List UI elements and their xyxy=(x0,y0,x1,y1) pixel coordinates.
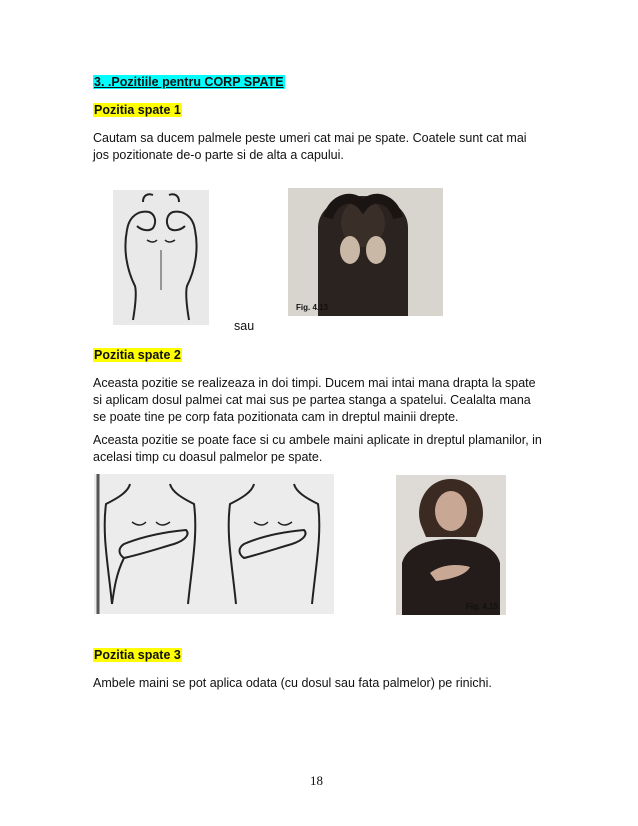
heading-pozitia-spate-2: Pozitia spate 2 xyxy=(94,348,181,362)
heading-pozitia-spate-1: Pozitia spate 1 xyxy=(94,103,181,117)
person-arms-behind-head-image xyxy=(288,188,443,316)
fig-caption-4-15: Fig. 4.15 xyxy=(465,602,498,611)
sau-label: sau xyxy=(234,319,255,333)
woman-hand-on-chest-image xyxy=(396,475,506,615)
chest-sketch-figure-2 xyxy=(94,474,334,614)
pos2-paragraph-1: Aceasta pozitie se realizeaza in doi timpi. Ducem mai intai mana drapta la spate si aplicam dosul palmei cat mai sus pe partea stanga a spatelui. Cealalta mana se poate tine pe corp fata pozitionata cam in dreptul mainii drepte. xyxy=(93,376,536,424)
pos2-paragraph-2: Aceasta pozitie se poate face si cu ambele maini aplicate in dreptul plamanilor, in acelasi timp cu doasul palmelor pe spate. xyxy=(93,433,542,464)
pos3-paragraph: Ambele maini se pot aplica odata (cu dosul sau fata palmelor) pe rinichi. xyxy=(93,676,492,690)
section-title: 3. .Pozitiile pentru CORP SPATE xyxy=(94,75,284,89)
heading-pozitia-spate-3: Pozitia spate 3 xyxy=(94,648,181,662)
photo-figure-4-13 xyxy=(288,188,443,316)
pos1-paragraph: Cautam sa ducem palmele peste umeri cat mai pe spate. Coatele sunt cat mai jos pozitionate de-o parte si de alta a capului. xyxy=(93,131,527,162)
photo-figure-4-15 xyxy=(396,475,506,615)
fig-caption-4-13: Fig. 4.13 xyxy=(296,303,329,312)
page-number: 18 xyxy=(310,773,323,788)
back-sketch-figure-1 xyxy=(113,190,209,325)
